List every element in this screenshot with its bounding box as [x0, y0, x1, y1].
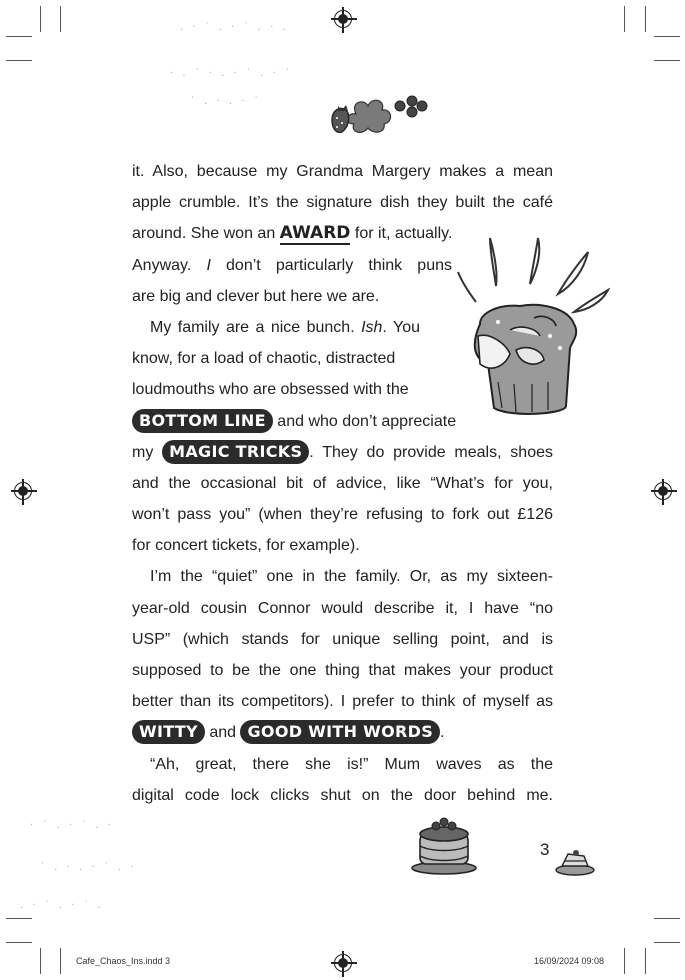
text-line: and the occasional bit of advice, like “What’s for you, — [132, 474, 553, 492]
page-number: 3 — [540, 840, 550, 859]
text-line: around. She won an AWARD for it, actually. — [132, 223, 453, 244]
slug-date: 16/09/2024 09:08 — [534, 956, 605, 966]
text-line: BOTTOM LINE and who don’t appreciate — [132, 406, 553, 437]
crop-mark — [40, 6, 41, 32]
text-line: are big and clever but here we are. — [132, 287, 380, 305]
text-line: I’m the “quiet” one in the family. Or, as my sixteen- — [150, 568, 553, 586]
cake-stand-illustration — [408, 812, 480, 876]
registration-mark-icon — [654, 482, 672, 500]
speckle-decoration: . · ˙ . · ˙ . — [20, 900, 104, 911]
text-line: know, for a load of chaotic, distracted — [132, 350, 396, 368]
crop-mark — [654, 918, 680, 919]
crop-mark — [6, 36, 32, 37]
speckle-decoration: · ˙ . · ˙ . · — [30, 820, 114, 831]
strawberry-splat-icon — [328, 92, 438, 136]
text-line: “Ah, great, there she is!” Mum waves as the — [150, 755, 553, 773]
good-with-words-highlight: GOOD WITH WORDS — [240, 720, 440, 744]
text-line: it. Also, because my Grandma Margery makes a mean — [132, 163, 553, 180]
text-line: apple crumble. It’s the signature dish they built the café — [132, 194, 553, 212]
crop-mark — [654, 60, 680, 61]
text-line: my MAGIC TRICKS . They do provide meals, shoes — [132, 437, 553, 468]
registration-mark-icon — [14, 482, 32, 500]
crop-mark — [624, 948, 625, 974]
cake-slice-icon — [554, 848, 596, 876]
magic-tricks-highlight: MAGIC TRICKS — [162, 440, 309, 464]
witty-highlight: WITTY — [132, 720, 205, 744]
speckle-decoration: . · ˙ . · ˙ . · . — [180, 22, 289, 33]
crop-mark — [624, 6, 625, 32]
text-line: digital code lock clicks shut on the door behind me. — [132, 786, 553, 804]
registration-mark-icon — [334, 954, 352, 972]
text-line: for concert tickets, for example). — [132, 537, 360, 555]
speckle-decoration: ˙ . · . · ˙ — [190, 96, 262, 107]
crop-mark — [654, 36, 680, 37]
text-line: won’t pass you” (when they’re refusing to fork out £126 — [132, 506, 553, 524]
award-emphasis: AWARD — [279, 223, 351, 244]
crop-mark — [60, 6, 61, 32]
text-line: better than its competitors). I prefer to think of myself as — [132, 693, 553, 711]
crop-mark — [40, 948, 41, 974]
text-line: USP” (which stands for unique selling point, and is — [132, 630, 553, 648]
crop-mark — [60, 948, 61, 974]
text-line: loudmouths who are obsessed with the — [132, 381, 409, 399]
text-line: Anyway. I don’t particularly think puns — [132, 256, 453, 274]
crop-mark — [6, 918, 32, 919]
crop-mark — [654, 942, 680, 943]
crop-mark — [6, 942, 32, 943]
text-line: My family are a nice bunch. Ish. You — [150, 318, 420, 336]
crop-mark — [645, 948, 646, 974]
text-line: WITTY and GOOD WITH WORDS . — [132, 717, 553, 748]
text-line: supposed to be the one thing that makes your product — [132, 662, 553, 679]
bottom-line-highlight: BOTTOM LINE — [132, 409, 273, 433]
crop-mark — [645, 6, 646, 32]
slug-filename: Cafe_Chaos_Ins.indd 3 — [76, 956, 171, 966]
crop-mark — [6, 60, 32, 61]
speckle-decoration: ˙ . · . · ˙ . · — [40, 862, 137, 873]
text-line: year-old cousin Connor would describe it, I have “no — [132, 599, 553, 617]
registration-mark-icon — [334, 10, 352, 28]
speckle-decoration: · . ˙ · . · ˙ . · ˙ — [170, 68, 293, 79]
body-text — [132, 156, 553, 811]
